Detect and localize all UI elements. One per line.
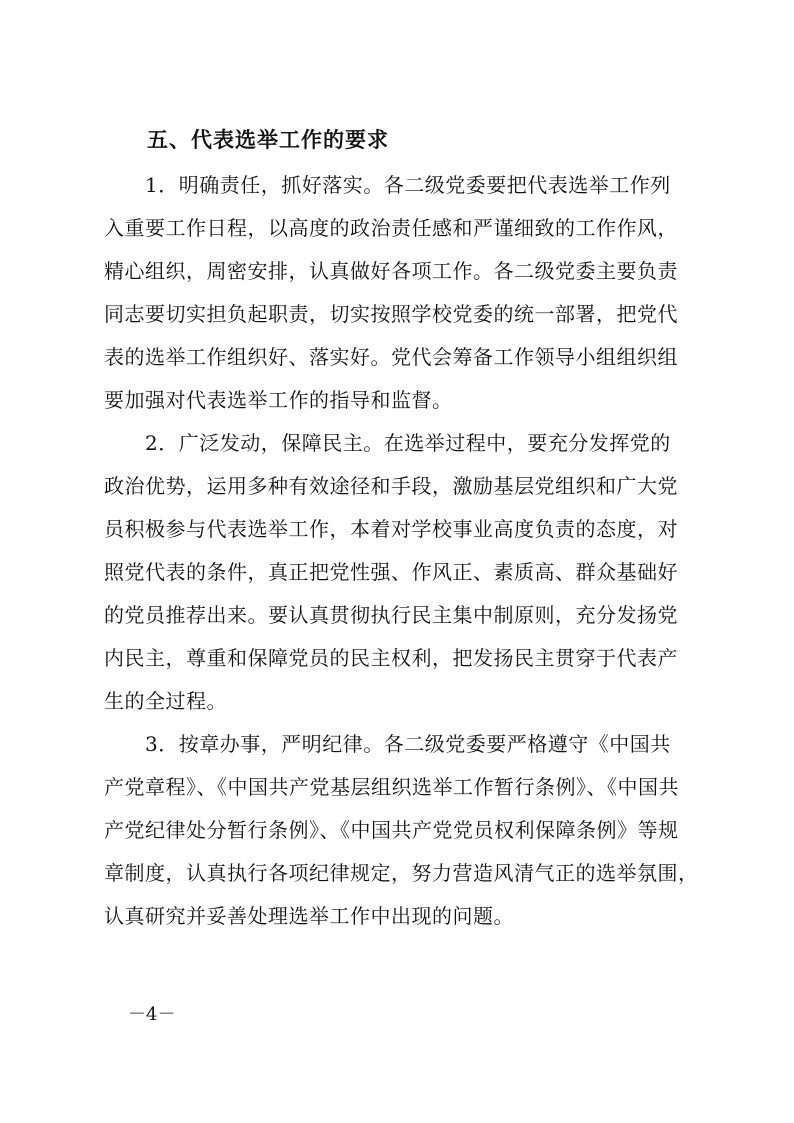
paragraph-1-line-2: 入重要工作日程，以高度的政治责任感和严谨细致的工作作风，	[104, 216, 678, 240]
paragraph-3-line-3: 产党纪律处分暂行条例》、《中国共产党党员权利保障条例》等规	[104, 818, 679, 842]
paragraph-2-line-7: 生的全过程。	[104, 689, 227, 713]
paragraph-2-line-2: 政治优势，运用多种有效途径和手段，激励基层党组织和广大党	[104, 474, 678, 498]
paragraph-2-line-1: 2．广泛发动，保障民主。在选举过程中，要充分发挥党的	[145, 431, 671, 455]
paragraph-3-line-2: 产党章程》、《中国共产党基层组织选举工作暂行条例》、《中国共	[104, 775, 679, 799]
paragraph-3-line-4: 章制度，认真执行各项纪律规定，努力营造风清气正的选举氛围，	[104, 861, 699, 885]
paragraph-1-line-6: 要加强对代表选举工作的指导和监督。	[104, 388, 453, 412]
paragraph-1-line-1: 1．明确责任，抓好落实。各二级党委要把代表选举工作列	[145, 173, 671, 197]
paragraph-3-line-5: 认真研究并妥善处理选举工作中出现的问题。	[104, 904, 514, 928]
paragraph-2-line-5: 的党员推荐出来。要认真贯彻执行民主集中制原则，充分发扬党	[104, 603, 678, 627]
paragraph-1-line-5: 表的选举工作组织好、落实好。党代会筹备工作领导小组组织组	[104, 345, 678, 369]
paragraph-2-line-3: 员积极参与代表选举工作，本着对学校事业高度负责的态度，对	[104, 517, 678, 541]
paragraph-2-line-6: 内民主，尊重和保障党员的民主权利，把发扬民主贯穿于代表产	[104, 646, 678, 670]
paragraph-1-line-4: 同志要切实担负起职责，切实按照学校党委的统一部署，把党代	[104, 302, 678, 326]
paragraph-3-line-1: 3．按章办事，严明纪律。各二级党委要严格遵守《中国共	[145, 732, 671, 756]
page-number: －4－	[128, 1004, 176, 1025]
section-heading: 五、代表选举工作的要求	[147, 127, 389, 152]
paragraph-2-line-4: 照党代表的条件，真正把党性强、作风正、素质高、群众基础好	[104, 560, 678, 584]
paragraph-1-line-3: 精心组织，周密安排，认真做好各项工作。各二级党委主要负责	[104, 259, 678, 283]
